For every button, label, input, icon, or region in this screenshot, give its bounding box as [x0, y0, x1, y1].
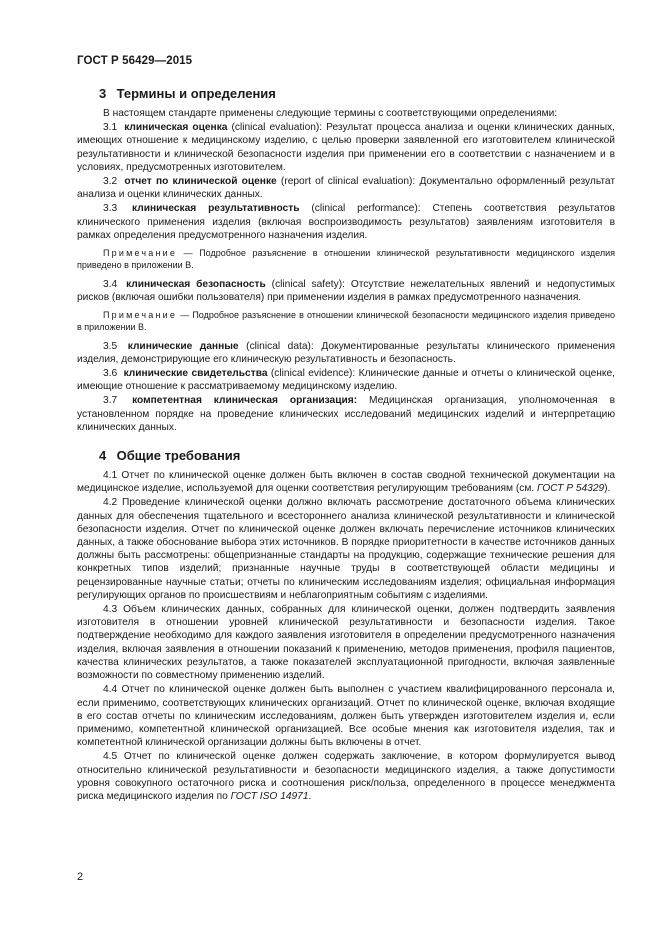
- term-3-5: [77, 340, 615, 366]
- term-english: (clinical performance):: [311, 203, 421, 215]
- term-3-1: [77, 121, 615, 174]
- clause-4-4: 4.4 Отчет по клинической оценке должен быть выполнен с участием квалифицированного персонала и, если применимо, соответствующих клинических организаций. Отчет по клинической оценке, включая входящие в его состав отчеты по клиническим исследованиям, должен быть утвержден изготовителем изделия и, если применимо, компетентной клинической организацией. Все особые мнения как изготовителя изделия, так и компетентной клинической организации должны быть включены в отчет.: [77, 684, 615, 749]
- term-definition: Степень соответствия результатов клинического применения изделия (включая воспроизводимость результатов) заявлениям изготовителя в рамках определения предусмотренного назначения изделия.: [77, 203, 615, 241]
- term-name: отчет по клинической оценке: [124, 176, 277, 188]
- term-english: (report of clinical evaluation):: [280, 176, 416, 188]
- document-body: [77, 86, 615, 803]
- clause-4-5: [77, 750, 615, 803]
- clause-4-2: 4.2 Проведение клинической оценки должно включать рассмотрение достаточного объема клинических данных для обеспечения тщательного и всестороннего анализа клинической результативности и клинической безопасности изделия. Отчет по клинической оценке должен включать перечисление источников клинических данных, а также обоснование выбора этих источников. В порядке приоритетности в качестве источников данных должны быть рассмотрены: общепризнанные стандарты на продукцию, содержащие технические решения для конкретных типов изделий; признанные научные труды в соответствующей области медицины и рецензированные научные статьи; отчеты по клиническим исследованиям изделия; официальная информация регулирующих органов по происшествиям и неблагоприятным событиям с изделиями.: [77, 497, 615, 601]
- term-name: клиническая оценка: [124, 122, 228, 134]
- term-english: (clinical evaluation):: [231, 122, 323, 134]
- note-clinical-performance: [77, 248, 615, 272]
- section-4-title: Общие требования: [116, 448, 241, 464]
- note-text: — Подробное разъяснение в отношении клинической безопасности медицинского изделия приведено в приложении В.: [77, 310, 615, 332]
- term-number: 3.6: [103, 368, 118, 380]
- term-definition: Документированные результаты клинического применения изделия, демонстрирующие его клиническую результативность и безопасность.: [77, 340, 615, 365]
- section-4-heading: [99, 448, 615, 464]
- section-4-number: 4: [99, 448, 107, 464]
- term-number: 3.2: [103, 176, 118, 188]
- clause-tail: ).: [604, 483, 611, 495]
- term-definition: Отсутствие нежелательных явлений и недопустимых рисков (включая ошибки пользователя) при применении изделия в рамках предусмотренного назначения.: [77, 278, 615, 303]
- clause-tail: .: [308, 790, 312, 802]
- term-3-3: [77, 202, 615, 242]
- section-3-intro: В настоящем стандарте применены следующие термины с соответствующими определениями:: [103, 108, 558, 119]
- term-3-6: [77, 367, 615, 393]
- clause-4-1: [77, 469, 615, 495]
- term-definition: Клинические данные и отчеты о клинической оценке, имеющие отношение к рассматриваемому медицинскому изделию.: [77, 368, 615, 393]
- term-number: 3.4: [103, 278, 118, 290]
- term-english: (clinical evidence):: [270, 368, 356, 380]
- term-name: компетентная клиническая организация:: [132, 395, 358, 407]
- standard-reference: ГОСТ Р 54329: [537, 483, 605, 495]
- term-name: клиническая безопасность: [126, 278, 266, 290]
- term-name: клинические данные: [127, 340, 239, 352]
- term-3-4: [77, 278, 615, 304]
- document-code-header: ГОСТ Р 56429—2015: [77, 55, 193, 67]
- note-clinical-safety: [77, 310, 615, 334]
- clause-text: 4.1 Отчет по клинической оценке должен быть включен в состав сводной технической документации на медицинское изделие, используемой для оценки соответствия регулирующим требованиям (см.: [77, 470, 615, 495]
- term-definition: Результат процесса анализа и оценки клинических данных, имеющих отношение к медицинскому изделию, с целью проверки заявленной его изготовителем клинической результативности и клинической безопасности изделия при применении его в соответствии с назначением и в условиях, предусмотренных изготовителем.: [77, 122, 615, 173]
- term-english: (clinical data):: [246, 340, 314, 352]
- page-number: 2: [77, 871, 84, 883]
- standard-reference: ГОСТ ISO 14971: [230, 790, 309, 802]
- term-3-7: [77, 394, 615, 434]
- term-number: 3.5: [103, 340, 118, 352]
- term-number: 3.7: [103, 395, 118, 407]
- term-name: клиническая результативность: [132, 203, 300, 215]
- term-3-2: [77, 175, 615, 201]
- term-number: 3.3: [103, 203, 118, 215]
- term-name: клинические свидетельства: [123, 368, 268, 380]
- clause-text: 4.5 Отчет по клинической оценке должен содержать заключение, в котором формулируется вывод относительно клинической результативности и безопасности медицинского изделия, а также допустимости уровня совокупного остаточного риска и соотношения риск/польза, определенного в процессе менеджмента риска медицинского изделия по: [77, 751, 615, 802]
- note-text: — Подробное разъяснение в отношении клинической результативности медицинского изделия приведено в приложении В.: [77, 248, 615, 270]
- note-label: Примечание: [103, 248, 178, 259]
- term-number: 3.1: [103, 122, 118, 134]
- section-3-heading: [99, 86, 615, 102]
- note-label: Примечание: [103, 310, 178, 321]
- section-3-number: 3: [99, 86, 107, 101]
- term-english: (clinical safety):: [271, 278, 345, 290]
- term-definition: Документально оформленный результат анализа и оценки клинических данных.: [77, 176, 616, 201]
- section-3-title: Термины и определения: [116, 86, 276, 101]
- clause-4-3: 4.3 Объем клинических данных, собранных для клинической оценки, должен подтвердить заявления изготовителя в отношении уровней клинической результативности и безопасности изделия. Такое подтверждение необходимо для каждого заявления изготовителя в определении предусмотренного назначения изделия, включая заявления в отношении показаний к применению, методов применения, профиля пациентов, качества клинических результатов, а также показателей эксплуатационной пригодности, включая заявленные возможности по совместному применению изделий.: [77, 604, 615, 682]
- term-definition: Медицинская организация, уполномоченная в установленном порядке на проведение клинических исследований медицинских изделий и интерпретацию клинических данных.: [77, 395, 615, 433]
